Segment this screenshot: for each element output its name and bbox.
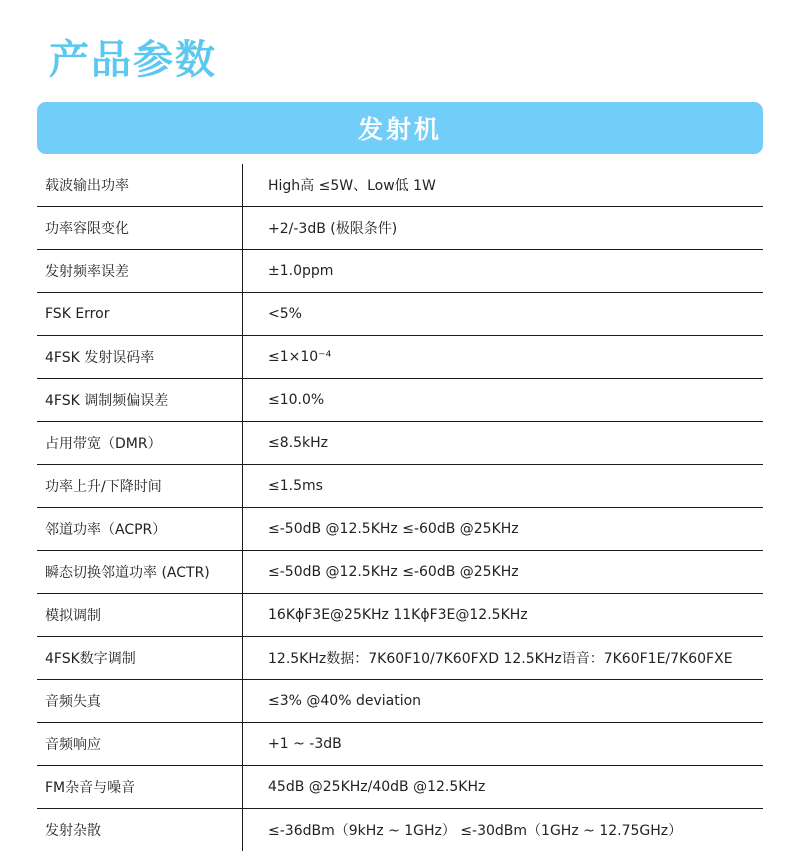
spec-value: 12.5KHz数据：7K60F10/7K60FXD 12.5KHz语音：7K60F1E/7K60FXE	[243, 637, 764, 680]
table-row	[37, 680, 763, 723]
page-title: 产品参数	[49, 37, 217, 83]
spec-label: 功率容限变化	[37, 207, 243, 250]
spec-label: 模拟调制	[37, 594, 243, 637]
spec-table	[37, 164, 763, 851]
spec-value: ≤-50dB @12.5KHz ≤-60dB @25KHz	[243, 551, 764, 594]
spec-label: 瞬态切换邻道功率 (ACTR)	[37, 551, 243, 594]
spec-value: ≤8.5kHz	[243, 422, 764, 465]
spec-value: ≤-36dBm（9kHz ~ 1GHz） ≤-30dBm（1GHz ~ 12.75GHz）	[243, 809, 764, 852]
spec-label: 音频响应	[37, 723, 243, 766]
table-row	[37, 508, 763, 551]
spec-label: 邻道功率（ACPR）	[37, 508, 243, 551]
spec-label: 音频失真	[37, 680, 243, 723]
spec-label: 发射频率误差	[37, 250, 243, 293]
spec-label: FM杂音与噪音	[37, 766, 243, 809]
table-row	[37, 250, 763, 293]
spec-value: ≤1.5ms	[243, 465, 764, 508]
spec-label: 占用带宽（DMR）	[37, 422, 243, 465]
spec-value: High高 ≤5W、Low低 1W	[268, 178, 436, 194]
table-row	[37, 637, 763, 680]
table-row	[37, 207, 763, 250]
spec-value: 16KϕF3E@25KHz 11KϕF3E@12.5KHz	[243, 594, 764, 637]
table-row	[37, 379, 763, 422]
spec-value: ≤3% @40% deviation	[243, 680, 764, 723]
spec-label: 发射杂散	[37, 809, 243, 852]
section-title: 发射机	[357, 115, 442, 144]
spec-value: ≤-50dB @12.5KHz ≤-60dB @25KHz	[243, 508, 764, 551]
spec-value: +1 ~ -3dB	[243, 723, 764, 766]
table-row	[37, 766, 763, 809]
section-header-bar	[37, 102, 763, 154]
table-row	[37, 465, 763, 508]
table-row	[37, 422, 763, 465]
spec-value: <5%	[243, 293, 764, 336]
spec-value: +2/-3dB (极限条件)	[243, 207, 764, 250]
spec-value: 45dB @25KHz/40dB @12.5KHz	[243, 766, 764, 809]
table-row	[37, 723, 763, 766]
table-row	[37, 293, 763, 336]
table-row	[37, 594, 763, 637]
spec-label: FSK Error	[37, 293, 243, 336]
spec-label: 载波输出功率	[37, 164, 243, 207]
table-row	[37, 809, 763, 852]
spec-value: ≤10.0%	[243, 379, 764, 422]
spec-label: 功率上升/下降时间	[37, 465, 243, 508]
spec-value: ±1.0ppm	[243, 250, 764, 293]
table-row	[37, 551, 763, 594]
table-row	[37, 336, 763, 379]
table-row	[37, 164, 763, 207]
spec-label: 4FSK数字调制	[37, 637, 243, 680]
spec-value: ≤1×10⁻⁴	[243, 336, 764, 379]
spec-label: 4FSK 发射误码率	[37, 336, 243, 379]
spec-label: 4FSK 调制频偏误差	[37, 379, 243, 422]
